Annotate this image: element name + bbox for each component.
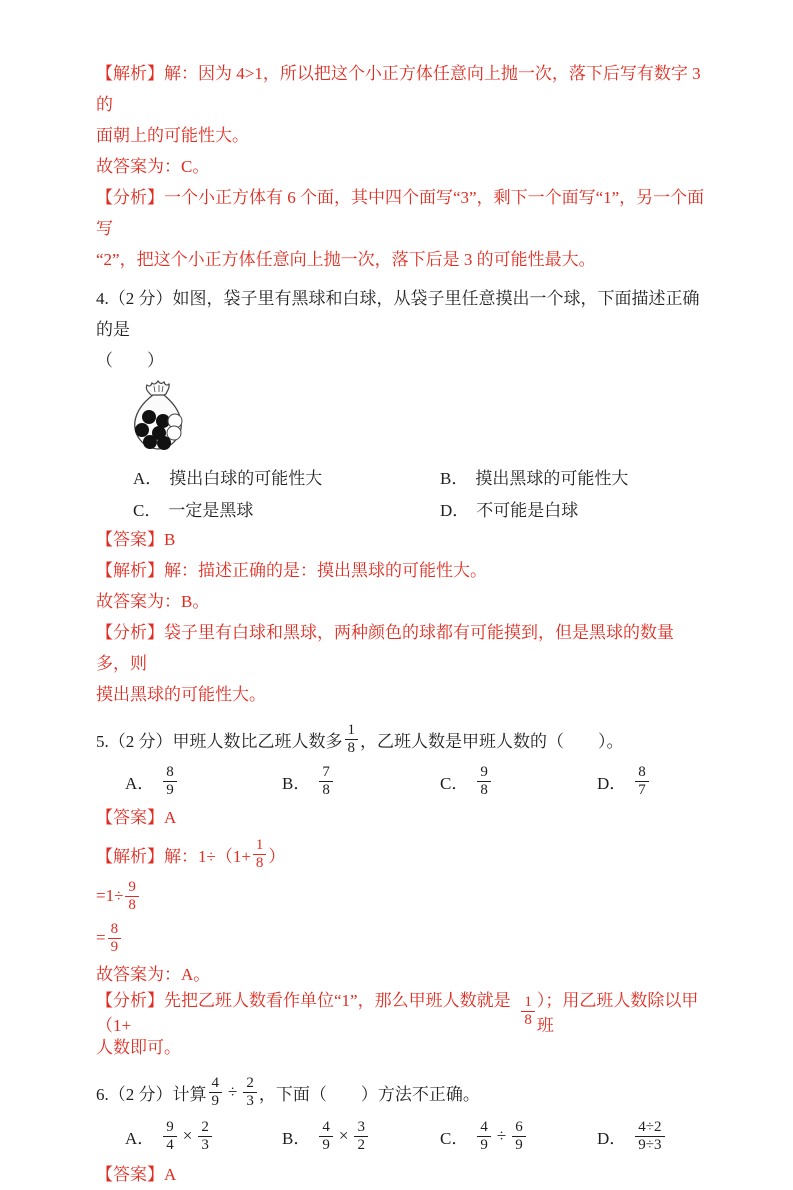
fraction: 9 8 [477, 764, 491, 798]
white-ball [167, 426, 181, 440]
q5-options-row [96, 760, 705, 802]
q5-stem: 5.（2 分）甲班人数比乙班人数多 1 8 ，乙班人数是甲班人数的（ ）。 [96, 722, 624, 756]
q5-fenxi-line2: 人数即可。 [96, 1038, 181, 1057]
q4-stem-line1: 4.（2 分）如图，袋子里有黑球和白球，从袋子里任意摸出一个球，下面描述正确的是 [96, 289, 700, 339]
fraction: $\frac{8}{9}$ [108, 921, 122, 955]
q4-fenxi-line1: 【分析】袋子里有白球和黑球，两种颜色的球都有可能摸到，但是黑球的数量多，则 [96, 623, 674, 673]
fraction: $\frac{3}{2}$ [354, 1119, 368, 1153]
fraction: 7 8 [319, 764, 333, 798]
fraction: 1 8 [345, 722, 359, 756]
q4-option-c-text: 一定是黑球 [168, 500, 254, 520]
fraction: $\frac{1}{8}$ [521, 994, 535, 1028]
q4-option-c: C． 一定是黑球 [133, 492, 253, 524]
q6-stem: 6.（2 分）计算 $\frac{4}{9}$ ÷ $\frac{2}{3}$ ，下面（ ）方法不正确。 [96, 1075, 480, 1109]
black-ball [157, 436, 171, 450]
fraction: $\frac{4}{9}$ [477, 1119, 491, 1153]
q5-option-b: B． 7 8 [282, 760, 335, 802]
q5-fenxi-line1: 【分析】先把乙班人数看作单位“1”，那么甲班人数就是（1+ $\frac{1}{8}$ ）；用乙班人数除以甲班 [96, 991, 699, 1035]
fraction: $\frac{2}{3}$ [243, 1075, 257, 1109]
q4-option-a: A． 摸出白球的可能性大 [133, 460, 322, 492]
fraction: 8 9 [163, 764, 177, 798]
q4-fenxi-line2: 摸出黑球的可能性大。 [96, 685, 266, 704]
q3-fenxi-line1: 【分析】一个小正方体有 6 个面，其中四个面写“3”，剩下一个面写“1”，另一个面写 [96, 188, 705, 238]
q4-options-row1 [96, 460, 705, 492]
q4-conclusion: 故答案为：B。 [96, 592, 210, 611]
q6-option-b: B． $\frac{4}{9}$ × $\frac{3}{2}$ [282, 1113, 370, 1159]
q5-jiexi-step3: = $\frac{8}{9}$ [96, 917, 705, 959]
fraction: 4÷2 9÷3 [635, 1119, 664, 1153]
q3-jiexi-line1: 【解析】解：因为 4>1，所以把这个小正方体任意向上抛一次，落下后写有数字 3 的 [96, 64, 701, 114]
q4-options-row2 [96, 492, 705, 524]
divide-sign: ÷ [496, 1126, 507, 1145]
q4-answer: 【答案】B [96, 530, 176, 549]
q5-jiexi-step1: 【解析】解：1÷（1+ $\frac{1}{8}$ ） [96, 837, 286, 871]
q4-option-b: B． 摸出黑球的可能性大 [440, 460, 628, 492]
q5-option-a: A． 8 9 [125, 760, 179, 802]
multiply-sign: × [338, 1126, 349, 1145]
q5-option-c: C． 9 8 [440, 760, 493, 802]
bag-of-balls-figure [130, 380, 705, 452]
q4-stem-line2: （ ） [96, 351, 164, 370]
q6-answer: 【答案】A [96, 1165, 177, 1184]
q5-option-d: D． 8 7 [597, 760, 651, 802]
q6-option-d: D． 4÷2 9÷3 [597, 1113, 667, 1159]
black-ball [143, 435, 157, 449]
fraction: $\frac{9}{8}$ [125, 879, 139, 913]
q3-conclusion: 故答案为：C。 [96, 157, 210, 176]
q5-jiexi-step2: =1÷ $\frac{9}{8}$ [96, 875, 705, 917]
q4-option-b-text: 摸出黑球的可能性大 [475, 468, 629, 488]
fraction: $\frac{1}{8}$ [253, 837, 267, 871]
bag-icon [130, 380, 186, 454]
fraction: $\frac{4}{9}$ [209, 1075, 223, 1109]
q4-jiexi: 【解析】解：描述正确的是：摸出黑球的可能性大。 [96, 561, 487, 580]
q5-answer: 【答案】A [96, 808, 177, 827]
fraction: $\frac{9}{4}$ [163, 1119, 177, 1153]
q3-jiexi-line2: 面朝上的可能性大。 [96, 126, 249, 145]
q3-fenxi-line2: “2”，把这个小正方体任意向上抛一次，落下后是 3 的可能性最大。 [96, 250, 596, 269]
black-ball [142, 410, 156, 424]
q4-option-a-text: 摸出白球的可能性大 [169, 468, 323, 488]
q6-option-c: C． $\frac{4}{9}$ ÷ $\frac{6}{9}$ [440, 1113, 528, 1159]
fraction: 8 7 [635, 764, 649, 798]
fraction: $\frac{2}{3}$ [198, 1119, 212, 1153]
divide-sign: ÷ [228, 1082, 238, 1101]
multiply-sign: × [182, 1126, 193, 1145]
q4-option-d: D． 不可能是白球 [440, 492, 578, 524]
q5-conclusion: 故答案为：A。 [96, 965, 211, 984]
bag-knot [146, 381, 169, 396]
black-ball [135, 423, 149, 437]
fraction: $\frac{6}{9}$ [512, 1119, 526, 1153]
q6-options-row [96, 1113, 705, 1159]
q4-option-d-text: 不可能是白球 [476, 500, 579, 520]
fraction: $\frac{4}{9}$ [319, 1119, 333, 1153]
q6-option-a: A． $\frac{9}{4}$ × $\frac{2}{3}$ [125, 1113, 214, 1159]
